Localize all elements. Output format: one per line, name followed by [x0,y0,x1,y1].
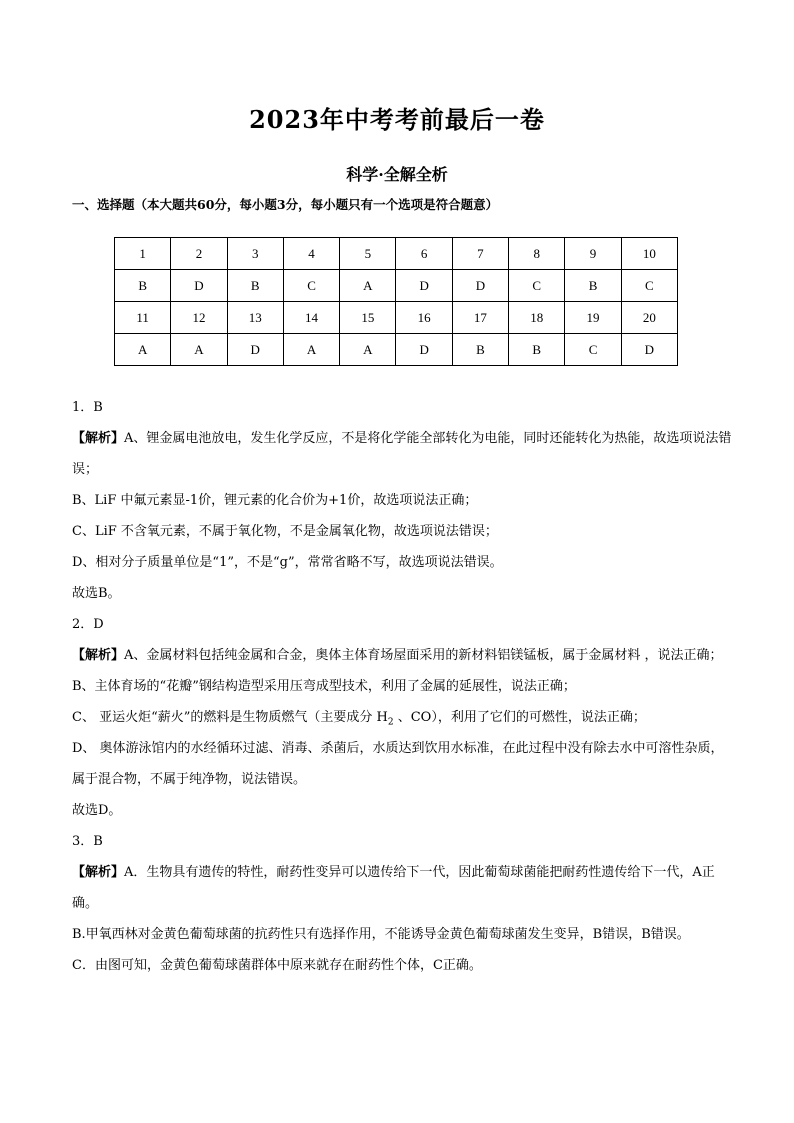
answer-table [114,237,678,366]
question-1-analysis-c: C、LiF 不含氧元素，不属于氧化物，不是金属氧化物，故选项说法错误； [72,524,498,539]
page-title: 2023年中考考前最后一卷 [249,105,545,134]
table-cell: 9 [565,238,621,270]
question-2-header: 2．D [72,617,104,632]
analysis-text: C、 亚运火炬“薪火”的燃料是生物质燃气（主要成分 H [72,710,388,725]
table-cell: D [396,270,452,302]
table-cell: 20 [621,302,677,334]
table-cell: B [509,334,565,366]
table-cell: 1 [115,238,171,270]
table-cell: B [115,270,171,302]
table-cell: A [340,334,396,366]
table-cell: 7 [452,238,508,270]
table-cell: A [283,334,339,366]
table-row [115,238,678,270]
page-subtitle: 科学·全解全析 [346,165,448,184]
table-cell: 18 [509,302,565,334]
analysis-tag: 【解析】 [72,431,125,446]
table-cell: D [396,334,452,366]
table-cell: A [115,334,171,366]
question-1-header: 1．B [72,400,103,415]
table-cell: D [621,334,677,366]
analysis-text: A、金属材料包括纯金属和合金，奥体主体育场屋面采用的新材料铝镁锰板，属于金属材料 ，说法正确； [124,648,723,663]
solutions-body [72,392,732,981]
question-1-analysis-a [72,423,732,485]
table-row [115,302,678,334]
table-row [115,270,678,302]
table-row [115,334,678,366]
question-2-analysis-c [72,702,732,733]
analysis-text: 、CO），利用了它们的可燃性，说法正确； [393,710,646,725]
table-cell: 8 [509,238,565,270]
table-cell: A [171,334,227,366]
table-cell: 4 [283,238,339,270]
question-3-analysis-c: C．由图可知，金黄色葡萄球菌群体中原来就存在耐药性个体，C正确。 [72,958,482,973]
table-cell: 5 [340,238,396,270]
table-cell: C [509,270,565,302]
table-cell: 10 [621,238,677,270]
table-cell: 17 [452,302,508,334]
table-cell: 19 [565,302,621,334]
question-1-conclusion: 故选B。 [72,586,121,601]
question-3-header: 3．B [72,834,103,849]
question-2-conclusion: 故选D。 [72,803,122,818]
table-cell: 2 [171,238,227,270]
table-cell: C [283,270,339,302]
table-cell: C [565,334,621,366]
table-cell: 13 [227,302,283,334]
table-cell: 6 [396,238,452,270]
table-cell: D [171,270,227,302]
table-cell: B [452,334,508,366]
table-cell: 12 [171,302,227,334]
question-3-analysis-b: B.甲氧西林对金黄色葡萄球菌的抗药性只有选择作用，不能诱导金黄色葡萄球菌发生变异，B错误，B错误。 [72,927,690,942]
table-cell: 11 [115,302,171,334]
table-cell: B [565,270,621,302]
analysis-text: A、锂金属电池放电，发生化学反应，不是将化学能全部转化为电能，同时还能转化为热能，故选项说法错误； [72,431,732,477]
table-cell: D [452,270,508,302]
table-cell: 3 [227,238,283,270]
table-cell: 16 [396,302,452,334]
analysis-tag: 【解析】 [72,865,125,880]
table-cell: 14 [283,302,339,334]
question-1-analysis-b: B、LiF 中氟元素显-1价，锂元素的化合价为+1价，故选项说法正确； [72,493,478,508]
table-cell: 15 [340,302,396,334]
section-heading: 一、选择题（本大题共60分，每小题3分，每小题只有一个选项是符合题意） [72,197,499,212]
analysis-text: A．生物具有遗传的特性，耐药性变异可以遗传给下一代，因此葡萄球菌能把耐药性遗传给下一代，A正确。 [72,865,715,911]
table-cell: A [340,270,396,302]
table-cell: C [621,270,677,302]
analysis-tag: 【解析】 [72,648,125,663]
question-2-analysis-d: D、 奥体游泳馆内的水经循环过滤、消毒、杀菌后，水质达到饮用水标准，在此过程中没有除去水中可溶性杂质，属于混合物，不属于纯净物，说法错误。 [72,741,724,787]
question-2-analysis-b: B、主体育场的“花瓣”钢结构造型采用压弯成型技术，利用了金属的延展性，说法正确； [72,679,576,694]
table-cell: B [227,270,283,302]
question-2-analysis-a [72,640,732,671]
table-cell: D [227,334,283,366]
subscript: 2 [387,717,394,728]
question-1-analysis-d: D、相对分子质量单位是“1”，不是“g”，常常省略不写，故选项说法错误。 [72,555,503,570]
question-3-analysis-a [72,857,732,919]
